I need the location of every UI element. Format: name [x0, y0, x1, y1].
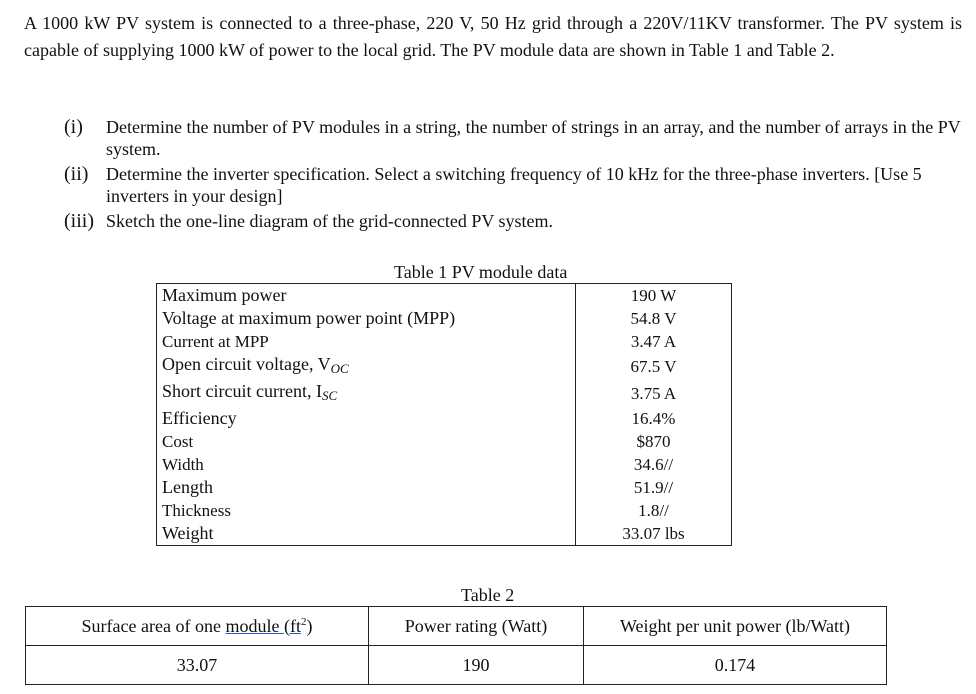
question-text: Determine the inverter specification. Select a switching frequency of 10 kHz for the three-phase inverters. [Use 5 inverters in your design]	[106, 164, 922, 206]
table-row	[157, 380, 732, 407]
table-cell-value: $870	[576, 430, 732, 453]
table-cell-value: 1.8//	[576, 499, 732, 522]
value-weight-per-power: 0.174	[584, 646, 887, 685]
table2-title: Table 2	[461, 585, 515, 605]
table-cell-parameter: Voltage at maximum power point (MPP)	[157, 307, 576, 330]
table-row	[157, 499, 732, 522]
table-row	[157, 353, 732, 380]
table-row	[157, 430, 732, 453]
table-cell-value: 190 W	[576, 284, 732, 308]
header-surface-area: Surface area of one module $(ft^2)$	[26, 607, 369, 646]
table-cell-value: 33.07 lbs	[576, 522, 732, 546]
table-cell-value: 34.6//	[576, 453, 732, 476]
question-number: (iii)	[64, 210, 94, 232]
table-row	[26, 646, 887, 685]
table-cell-parameter: Cost	[157, 430, 576, 453]
subscript: OC	[330, 361, 349, 376]
table-row	[157, 476, 732, 499]
table-row	[157, 284, 732, 308]
subscript: SC	[321, 388, 338, 403]
table-cell-parameter: Current at MPP	[157, 330, 576, 353]
question-number: (i)	[64, 116, 83, 138]
table-cell-value: 16.4%	[576, 407, 732, 430]
table-row	[157, 453, 732, 476]
table-cell-parameter: Thickness	[157, 499, 576, 522]
table-header-row	[26, 607, 887, 646]
module-summary-table	[25, 606, 887, 685]
table-cell-parameter: Short circuit current, $I_{SC}$	[157, 380, 576, 407]
table-cell-value: 3.75 A	[576, 380, 732, 407]
problem-intro: A 1000 kW PV system is connected to a three-phase, 220 V, 50 Hz grid through a 220V/11KV transformer. The PV system is capable of supplying 1000 kW of power to the local grid. The PV module data are shown in Table 1 and Table 2.	[24, 13, 962, 60]
table-cell-parameter: Weight	[157, 522, 576, 546]
table-cell-value: 51.9//	[576, 476, 732, 499]
question-text: Determine the number of PV modules in a string, the number of strings in an array, and the number of arrays in the PV system.	[106, 117, 961, 159]
table-cell-value: 67.5 V	[576, 353, 732, 380]
pv-module-data-table	[156, 283, 732, 546]
table-row	[157, 522, 732, 546]
table-row	[157, 330, 732, 353]
question-item	[64, 210, 964, 232]
question-list	[64, 116, 964, 232]
table-cell-parameter: Width	[157, 453, 576, 476]
table-cell-parameter: Maximum power	[157, 284, 576, 308]
question-item	[64, 116, 964, 160]
header-power-rating: Power rating (Watt)	[369, 607, 584, 646]
value-power-rating: 190	[369, 646, 584, 685]
table-cell-parameter: Efficiency	[157, 407, 576, 430]
table-cell-value: 54.8 V	[576, 307, 732, 330]
question-number: (ii)	[64, 163, 89, 185]
table-cell-value: 3.47 A	[576, 330, 732, 353]
table-row	[157, 307, 732, 330]
table-cell-parameter: Length	[157, 476, 576, 499]
question-text: Sketch the one-line diagram of the grid-connected PV system.	[106, 211, 554, 231]
value-surface-area: 33.07	[26, 646, 369, 685]
question-item	[64, 163, 964, 207]
table1-title: Table 1 PV module data	[394, 262, 568, 282]
table-row	[157, 407, 732, 430]
header-weight-per-power: Weight per unit power (lb/Watt)	[584, 607, 887, 646]
table-cell-parameter: Open circuit voltage, $V_{OC}$	[157, 353, 576, 380]
